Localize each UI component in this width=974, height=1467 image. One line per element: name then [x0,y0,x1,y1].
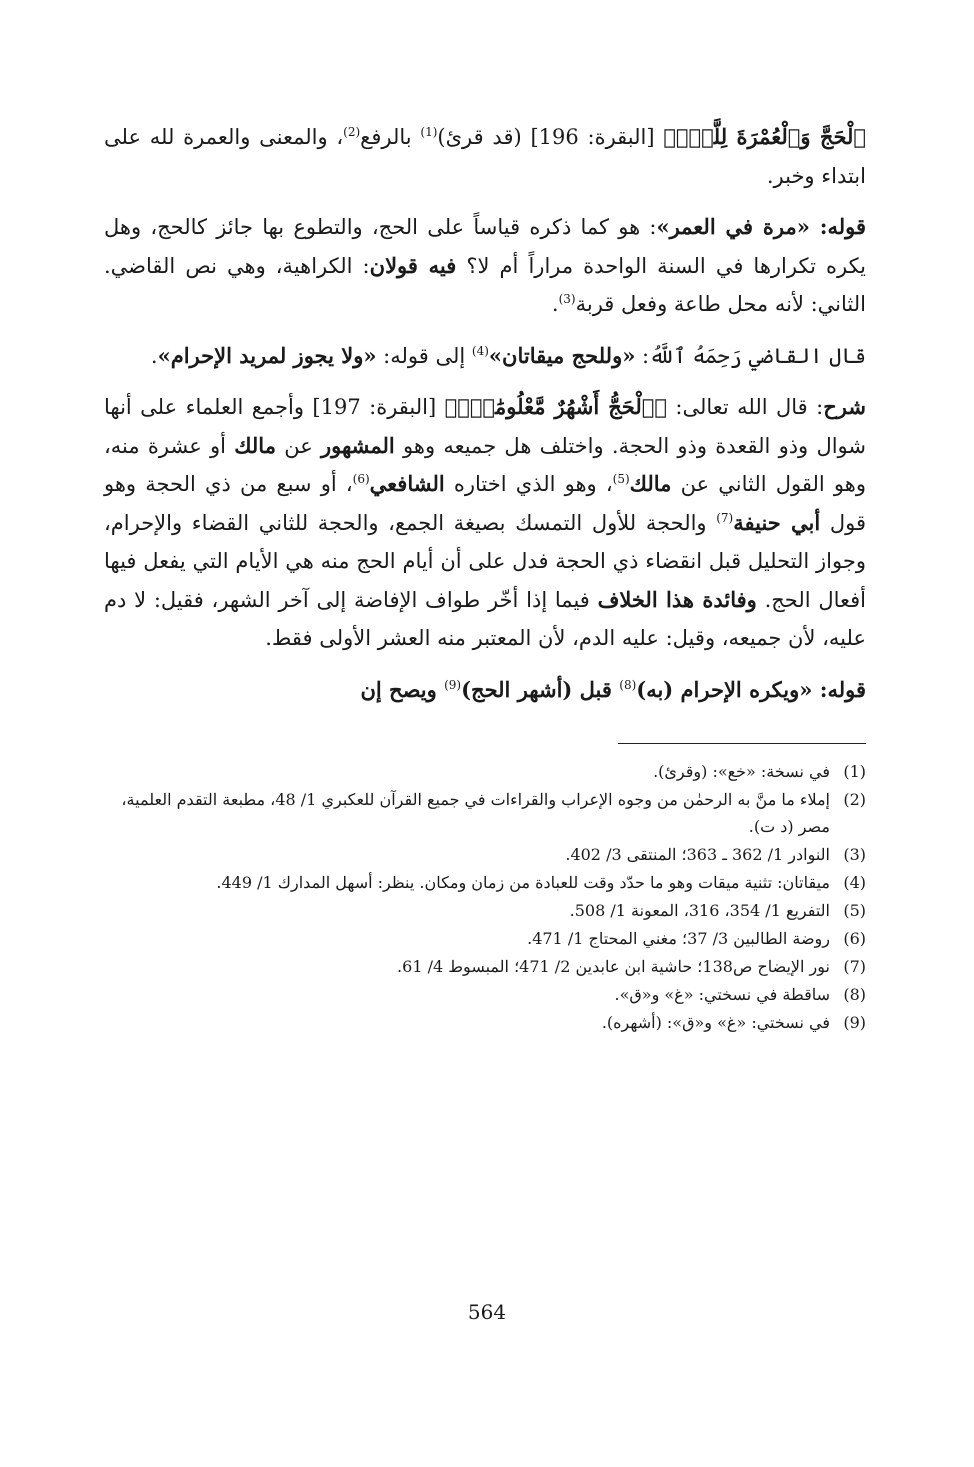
footnote-text: إملاء ما منَّ به الرحمٰن من وجوه الإعراب والقراءات في جميع القرآن للعكبري 1/ 48، مطبعة التقدم العلمية، مصر (د ت). [121,790,830,836]
footnote-number: (8) [843,985,866,1004]
footnote-number: (4) [843,873,866,892]
footnote-text: روضة الطالبين 3/ 37؛ مغني المحتاج 1/ 471. [527,929,830,948]
section-label: شرح [823,394,866,419]
footnote-ref[interactable]: (7) [716,510,734,525]
footnote [104,981,866,1008]
quoted-text: «ولا يجوز لمريد الإحرام» [157,342,377,368]
footnote [104,786,866,840]
footnote [104,925,866,952]
quoted-text: «مرة في العمر» [656,214,810,239]
footnote-ref[interactable]: (2) [343,125,361,139]
paragraph-4: شرح: قال الله تعالى: ﴿ٱلْحَجُّ أَشْهُرٌ مَّعْلُومَٰتٌۚ﴾ [البقرة: 197] وأجمع العلماء على أنها شوال وذو القعدة وذو الحجة. واختلف هل جميعه وهو المشهور عن مالك أو عشرة منه، وهو القول الثاني عن مالك$^{(5)}$، وهو الذي اختاره الشافعي$^{(6)}$، أو سبع من ذي الحجة وهو قول أبي حنيفة$^{(7)}$ والحجة للأول التمسك بصيغة الجمع، والحجة للثاني القضاء والإحرام، وجواز التحليل قبل انقضاء ذي الحجة فدل على أن أيام الحج منه هي الأيام التي يفعل فيها أفعال الحج. وفائدة هذا الخلاف فيما إذا أخّر طواف الإفاضة إلى آخر الشهر، فقيل: لا دم عليه، لأن جميعه، وقيل: عليه الدم، لأن المعتبر منه العشر الأولى فقط. [104,394,867,650]
footnote-text: نور الإيضاح ص138؛ حاشية ابن عابدين 2/ 471؛ المبسوط 4/ 61. [397,957,830,976]
footnote-number: (3) [843,845,866,864]
quran-verse: ﭐلْحَجَّ وَٱلْعُمْرَةَ لِلَّهِۚ﴾ [663,124,867,149]
footnote [104,897,866,924]
section-label: قوله: [809,214,866,239]
footnote-number: (7) [843,957,866,976]
footnote [104,758,866,785]
footnote-ref[interactable]: (1) [420,125,438,139]
paragraph-3: قال القاضي رَحِمَهُ ٱللَّهُ: «وللحج ميقاتان»$^{(4)}$ إلى قوله: «ولا يجوز لمريد الإحرام». [150,342,866,368]
footnote-ref[interactable]: (5) [612,472,630,486]
paragraph-1: ﭐلْحَجَّ وَٱلْعُمْرَةَ لِلَّهِۚ﴾ [البقرة: 196] (قد قرئ)$^{(1)}$ بالرفع$^{(2)}$، والمعنى والعمرة لله على ابتداء وخبر. [104,124,867,188]
footnote [104,1009,866,1036]
footnote-ref[interactable]: (8) [619,677,637,692]
footnote-number: (9) [843,1013,866,1032]
footnote-text: ميقاتان: تثنية ميقات وهو ما حدّد وقت للعبادة من زمان ومكان. ينظر: أسهل المدارك 1/ 449. [216,873,830,892]
paragraph-5: قوله: «ويكره الإحرام (به)$^{(8)}$ قبل (أشهر الحج)$^{(9)}$ ويصح إن [360,676,866,702]
quran-verse: ﴿ٱلْحَجُّ أَشْهُرٌ مَّعْلُومَٰتٌۚ﴾ [444,394,667,419]
footnote-text: التفريع 1/ 354، 316، المعونة 1/ 508. [569,901,830,920]
section-label: قوله: [812,676,866,702]
footnote-text: النوادر 1/ 362 ـ 363؛ المنتقى 3/ 402. [565,845,830,864]
footnote [104,841,866,868]
footnote-number: (1) [843,762,866,781]
footnote-number: (2) [843,790,866,809]
footnote-divider [618,743,866,744]
footnote-text: في نسخة: «خع»: (وقرئ). [653,762,830,781]
footnotes-section [104,758,866,1036]
footnote-ref[interactable]: (6) [352,472,370,486]
paragraph-2: قوله: «مرة في العمر»: هو كما ذكره قياساً على الحج، والتطوع بها جائز كالحج، وهل يكره تكرارها في السنة الواحدة مراراً أم لا؟ فيه قولان: الكراهية، وهي نص القاضي. الثاني: لأنه محل طاعة وفعل قربة$^{(3)}$. [104,214,867,316]
footnote-ref[interactable]: (4) [471,343,489,358]
footnote-text: في نسختي: «غ» و«ق»: (أشهره). [601,1013,830,1032]
footnote [104,953,866,980]
page-body [104,118,866,1037]
quoted-text: «وللحج ميقاتان» [488,342,636,368]
footnote [104,869,866,896]
footnote-text: ساقطة في نسختي: «غ» و«ق». [614,985,830,1004]
footnote-ref[interactable]: (3) [558,292,576,306]
footnote-ref[interactable]: (9) [444,677,462,692]
footnote-number: (5) [843,901,866,920]
page-number: 564 [467,1300,507,1324]
footnote-number: (6) [843,929,866,948]
